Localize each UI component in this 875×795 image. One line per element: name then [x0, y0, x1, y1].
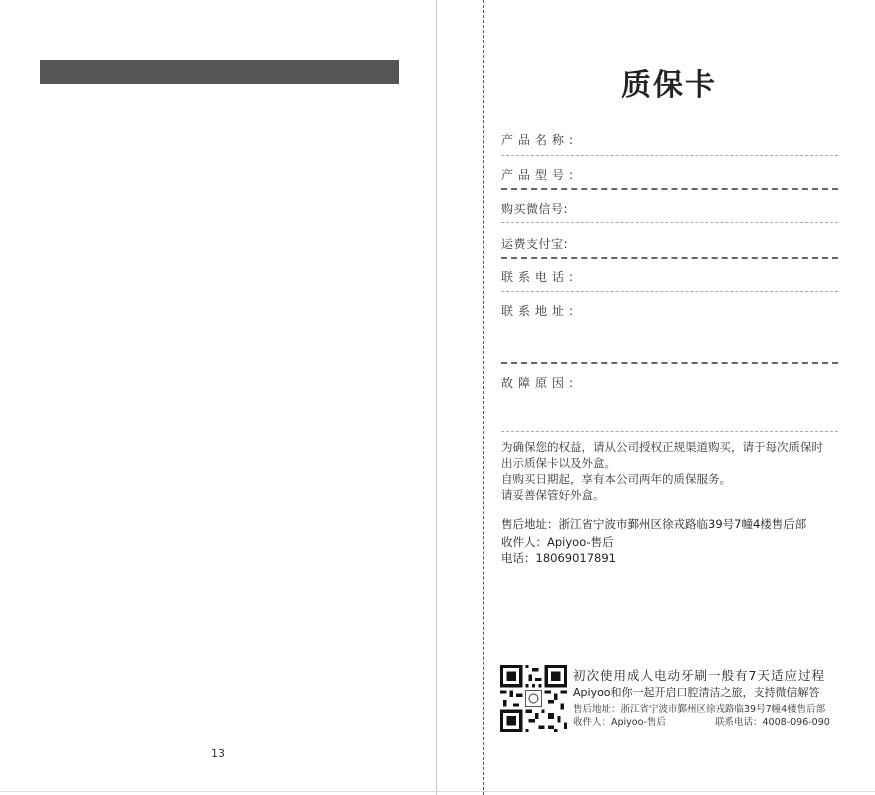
page-number: 13	[211, 747, 225, 760]
promo-address: 售后地址：浙江省宁波市鄞州区徐戎路临39号7幢4楼售后部	[573, 704, 826, 715]
service-phone: 电话：18069017891	[501, 551, 616, 565]
field-alipay: 运费支付宝:	[501, 237, 569, 251]
page-divider	[436, 0, 437, 795]
field-line	[501, 362, 838, 364]
field-phone: 联系电话:	[501, 270, 579, 284]
header-bar	[40, 60, 399, 84]
bottom-rule	[0, 791, 875, 792]
field-line	[501, 257, 838, 259]
card-title: 质保卡	[621, 68, 717, 103]
service-recipient: 收件人：Apiyoo-售后	[501, 535, 614, 549]
warranty-notice: 为确保您的权益，请从公司授权正规渠道购买，请于每次质保时 出示质保卡以及外盒。 自购买日期起，享有本公司两年的质保服务。 请妥善保管好外盒。	[501, 440, 823, 502]
field-line	[501, 291, 838, 292]
field-product-name: 产品名称:	[501, 133, 579, 147]
field-fault-reason: 故障原因:	[501, 376, 579, 390]
left-page	[0, 0, 436, 795]
field-line	[501, 431, 838, 432]
promo-hotline: 联系电话：4008-096-090	[715, 717, 830, 728]
field-wechat-id: 购买微信号:	[501, 202, 569, 216]
field-product-model: 产品型号:	[501, 168, 579, 182]
field-address: 联系地址:	[501, 304, 579, 318]
service-address: 售后地址：浙江省宁波市鄞州区徐戎路临39号7幢4楼售后部	[501, 517, 807, 531]
cut-line	[483, 0, 484, 795]
promo-subtitle: Apiyoo和你一起开启口腔清洁之旅，支持微信解答	[573, 686, 820, 699]
promo-title: 初次使用成人电动牙刷一般有7天适应过程	[573, 668, 825, 683]
field-line	[501, 222, 838, 223]
qr-code	[500, 665, 567, 732]
field-line	[501, 188, 838, 190]
promo-recipient: 收件人：Apiyoo-售后	[573, 717, 667, 728]
field-line	[501, 155, 838, 156]
